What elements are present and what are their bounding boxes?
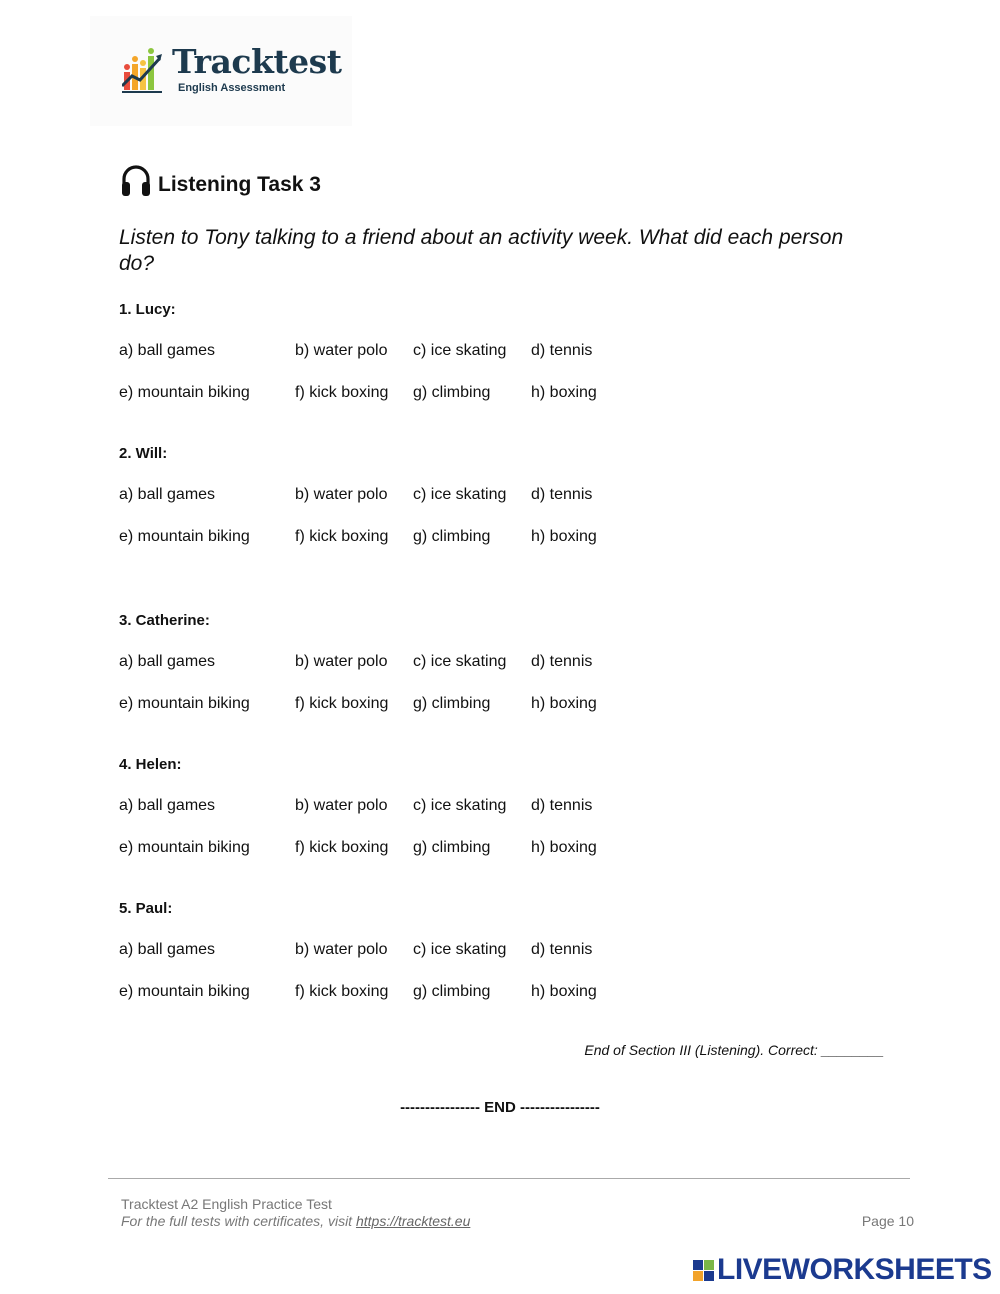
option-b[interactable]: b) water polo — [295, 342, 388, 359]
option-b[interactable]: b) water polo — [295, 486, 388, 503]
option-b[interactable]: b) water polo — [295, 797, 388, 814]
option-e[interactable]: e) mountain biking — [119, 839, 250, 856]
option-d[interactable]: d) tennis — [531, 941, 593, 958]
option-d[interactable]: d) tennis — [531, 797, 593, 814]
footer-visit-line — [121, 1213, 470, 1229]
option-d[interactable]: d) tennis — [531, 342, 593, 359]
task-title: Listening Task 3 — [158, 173, 321, 196]
end-marker: ---------------- END ---------------- — [400, 1099, 600, 1116]
option-c[interactable]: c) ice skating — [413, 797, 507, 814]
footer-divider — [108, 1178, 910, 1179]
option-g[interactable]: g) climbing — [413, 695, 491, 712]
option-a[interactable]: a) ball games — [119, 653, 216, 670]
option-f[interactable]: f) kick boxing — [295, 695, 389, 712]
option-h[interactable]: h) boxing — [531, 695, 597, 712]
option-d[interactable]: d) tennis — [531, 653, 593, 670]
option-e[interactable]: e) mountain biking — [119, 384, 250, 401]
footer-link[interactable]: https://tracktest.eu — [355, 1213, 471, 1229]
liveworksheets-watermark — [693, 1253, 992, 1287]
option-h[interactable]: h) boxing — [531, 839, 597, 856]
logo — [90, 16, 352, 126]
option-c[interactable]: c) ice skating — [413, 941, 507, 958]
question-label: 3. Catherine: — [119, 612, 210, 629]
tracktest-logo-icon — [122, 46, 164, 94]
option-g[interactable]: g) climbing — [413, 384, 491, 401]
option-b[interactable]: b) water polo — [295, 653, 388, 670]
liveworksheets-badge-icon — [693, 1260, 714, 1281]
question-label: 2. Will: — [119, 445, 168, 462]
option-b[interactable]: b) water polo — [295, 941, 388, 958]
task-heading — [120, 164, 321, 198]
footer-visit-text: For the full tests with certificates, visit — [121, 1213, 356, 1229]
option-h[interactable]: h) boxing — [531, 384, 597, 401]
option-c[interactable]: c) ice skating — [413, 653, 507, 670]
option-f[interactable]: f) kick boxing — [295, 528, 389, 545]
question-label: 5. Paul: — [119, 900, 173, 917]
option-a[interactable]: a) ball games — [119, 486, 216, 503]
option-c[interactable]: c) ice skating — [413, 486, 507, 503]
option-h[interactable]: h) boxing — [531, 528, 597, 545]
option-f[interactable]: f) kick boxing — [295, 983, 389, 1000]
option-c[interactable]: c) ice skating — [413, 342, 507, 359]
option-g[interactable]: g) climbing — [413, 528, 491, 545]
page-number: Page 10 — [861, 1213, 914, 1229]
logo-title: Tracktest — [172, 42, 342, 81]
headphones-icon — [120, 164, 152, 198]
option-g[interactable]: g) climbing — [413, 983, 491, 1000]
option-e[interactable]: e) mountain biking — [119, 695, 250, 712]
option-a[interactable]: a) ball games — [119, 342, 216, 359]
footer-test-name: Tracktest A2 English Practice Test — [121, 1196, 332, 1212]
option-a[interactable]: a) ball games — [119, 941, 216, 958]
option-d[interactable]: d) tennis — [531, 486, 593, 503]
question-label: 1. Lucy: — [119, 301, 176, 318]
option-e[interactable]: e) mountain biking — [119, 528, 250, 545]
liveworksheets-text: LIVEWORKSHEETS — [717, 1253, 992, 1286]
option-a[interactable]: a) ball games — [119, 797, 216, 814]
option-f[interactable]: f) kick boxing — [295, 384, 389, 401]
end-section-score: End of Section III (Listening). Correct: ________ — [584, 1042, 884, 1058]
option-e[interactable]: e) mountain biking — [119, 983, 250, 1000]
option-f[interactable]: f) kick boxing — [295, 839, 389, 856]
option-g[interactable]: g) climbing — [413, 839, 491, 856]
logo-subtitle: English Assessment — [178, 82, 286, 94]
option-h[interactable]: h) boxing — [531, 983, 597, 1000]
task-instructions: Listen to Tony talking to a friend about an activity week. What did each person do? — [119, 226, 844, 275]
question-label: 4. Helen: — [119, 756, 182, 773]
